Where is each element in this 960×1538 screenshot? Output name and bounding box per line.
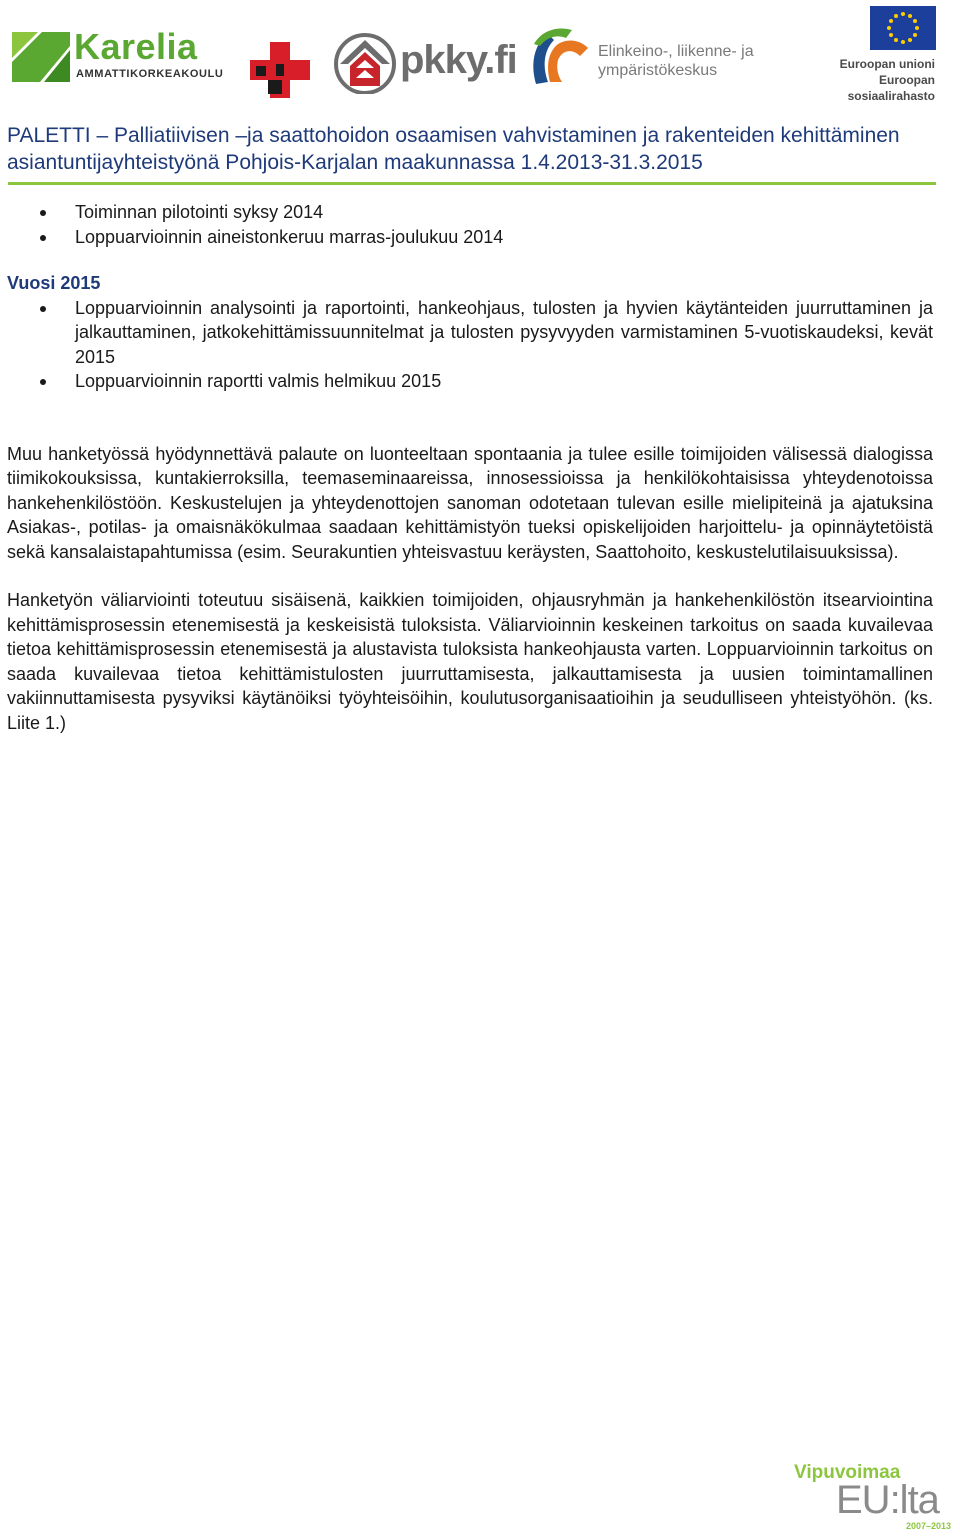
bullets-2015 xyxy=(7,296,933,394)
ely-text xyxy=(598,42,754,80)
karelia-logo xyxy=(12,28,227,88)
eu-lta-text: EU:lta xyxy=(836,1478,939,1522)
ely-line2: ympäristökeskus xyxy=(598,62,718,79)
red-cross-icon xyxy=(250,42,312,98)
year-2015-heading: Vuosi 2015 xyxy=(7,273,101,293)
bullet-item xyxy=(7,200,933,225)
ely-logo xyxy=(528,24,768,88)
eu-logo xyxy=(788,6,948,103)
document-body xyxy=(7,200,933,735)
ely-line1: Elinkeino-, liikenne- ja xyxy=(598,43,754,60)
bullet-item xyxy=(7,369,933,394)
bullet-icon xyxy=(40,210,46,216)
title-divider xyxy=(8,182,936,185)
eu-flag-icon xyxy=(870,6,936,50)
vipuvoimaa-text: Vipuvoimaa xyxy=(794,1462,901,1483)
red-cross-logo xyxy=(250,42,312,98)
eu-line2: Euroopan sosiaalirahasto xyxy=(847,73,935,103)
bullet-item xyxy=(7,225,933,250)
header-logos xyxy=(0,0,960,110)
paragraph-feedback: Muu hanketyössä hyödynnettävä palaute on luonteeltaan spontaania ja tulee esille toimijoiden välisessä dialogissa tiimikokouksissa, kuntakierroksilla, teemaseminaareissa, innosessioissa ja henkilökohtaisissa yhteydenotoissa hankehenkilöstöön. Keskustelujen ja yhteydenottojen sanoman odotetaan tulevan esille mielipiteinä ja ajatuksina Asiakas-, potilas- ja omaisnäkökulmaa saadaan kehittämistyön tueksi opiskelijoiden harjoittelu- ja opinnäytetöistä sekä kansalaistapahtumissa (esim. Seurakuntien yhteisvastuu keräysten, Saattohoito, keskustelutilaisuuksissa). xyxy=(7,443,933,562)
bullet-text: Loppuarvioinnin aineistonkeruu marras-joulukuu 2014 xyxy=(75,226,504,247)
bullet-item xyxy=(7,296,933,370)
ely-mark-icon xyxy=(528,24,592,88)
vipuvoimaa-logo xyxy=(792,1462,954,1534)
bullet-text: Loppuarvioinnin analysointi ja raportointi, hankeohjaus, tulosten ja hyvien käytänteiden juurruttaminen ja jalkauttaminen, jatkokehittämissuunnitelmat ja tulosten pysyvyyden varmistaminen 5-vuotiskaudeksi, kevät 2015 xyxy=(75,297,933,367)
bullet-icon xyxy=(40,235,46,241)
house-icon xyxy=(334,30,396,94)
vipuvoimaa-years: 2007–2013 xyxy=(906,1521,952,1531)
eu-line1: Euroopan unioni xyxy=(839,57,935,71)
bullets-2014 xyxy=(7,200,933,249)
bullet-text: Loppuarvioinnin raportti valmis helmikuu 2015 xyxy=(75,371,442,391)
document-title: PALETTI – Palliatiivisen –ja saattohoidon osaamisen vahvistaminen ja rakenteiden kehittäminen asiantuntijayhteistyönä Pohjois-Karjalan maakunnassa 1.4.2013-31.3.2015 xyxy=(7,124,900,174)
paragraph-evaluation: Hanketyön väliarviointi toteutuu sisäisenä, kaikkien toimijoiden, ohjausryhmän ja hankehenkilöstön itsearviointina kehittämisprosessin etenemisestä ja keskeisistä tuloksista. Väliarvioinnin keskeinen tarkoitus on saada kuvailevaa tietoa kehittämisprosessin etenemisestä ja alustavista tuloksista hankeohjausta varten. Loppuarvioinnin tarkoitus on saada kuvailevaa tietoa kehittämistulosten juurruttamisesta, jalkauttamisesta ja uusien toimintamallinen vakiinnuttamisesta pysyviksi käytänöiksi työyhteisöihin, koulutusorganisaatioihin ja seudulliseen yhteistyöhön. (ks. Liite 1.) xyxy=(7,590,933,733)
eu-name xyxy=(792,56,935,104)
bullet-icon xyxy=(40,306,46,312)
karelia-subtitle: AMMATTIKORKEAKOULU xyxy=(76,68,224,80)
pkky-logo xyxy=(334,30,517,98)
karelia-mark-icon xyxy=(12,28,72,86)
bullet-text: Toiminnan pilotointi syksy 2014 xyxy=(75,202,324,222)
karelia-name: Karelia xyxy=(74,26,198,67)
bullet-icon xyxy=(40,379,46,385)
pkky-text: pkky.fi xyxy=(400,38,517,82)
